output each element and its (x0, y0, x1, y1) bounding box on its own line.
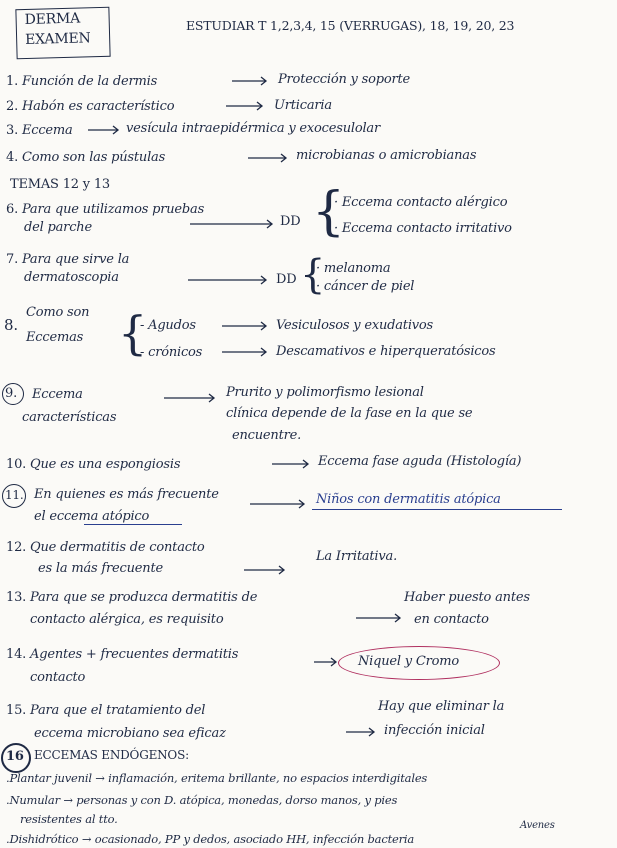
q13-answer-2: en contacto (414, 612, 489, 627)
q9-number: 9. (5, 386, 18, 401)
q8-answer-2: - crónicos (140, 345, 203, 360)
q16-number: 16 (6, 749, 24, 764)
item-2-answer: Urticaria (274, 98, 332, 113)
q8-result-1: Vesiculosos y exudativos (276, 318, 434, 333)
q10-question: 10. Que es una espongiosis (6, 457, 181, 472)
q9-question-2: características (22, 410, 117, 425)
q8-answer-1: - Agudos (140, 318, 196, 333)
q7-dd: DD (276, 272, 297, 287)
q14-question-2: contacto (30, 670, 86, 685)
q6-dd: DD (280, 214, 301, 229)
q15-question-2: eccema microbiano sea eficaz (34, 726, 226, 741)
q14-question-1: 14. Agentes + frecuentes dermatitis (6, 647, 239, 662)
item-4-answer: microbianas o amicrobianas (296, 148, 477, 163)
q15-answer-2: infección inicial (384, 723, 485, 738)
q7-answer-1: · melanoma (316, 261, 391, 276)
q9-answer-1: Prurito y polimorfismo lesional (226, 385, 424, 400)
q12-answer: La Irritativa. (316, 549, 398, 564)
q11-question-2: el eccema atópico (34, 509, 150, 524)
q13-question-2: contacto alérgica, es requisito (30, 612, 224, 627)
q16-note: Avenes (520, 820, 555, 831)
q12-question-2: es la más frecuente (38, 561, 163, 576)
item-1-answer: Protección y soporte (278, 72, 411, 87)
q10-answer: Eccema fase aguda (Histología) (318, 454, 522, 469)
q9-answer-3: encuentre. (232, 428, 302, 443)
q12-question-1: 12. Que dermatitis de contacto (6, 540, 205, 555)
q7-question-1: 7. Para que sirve la (6, 252, 130, 267)
item-2: 2. Habón es característico (6, 99, 175, 114)
q15-question-1: 15. Para que el tratamiento del (6, 703, 206, 718)
q16-line-4: .Dishidrótico → ocasionado, PP y dedos, asociado HH, infección bacteria (6, 832, 415, 846)
q16-line-3: resistentes al tto. (20, 812, 118, 826)
q9-question-1: Eccema (32, 387, 83, 402)
q9-answer-2: clínica depende de la fase en la que se (226, 406, 473, 421)
q6-question-1: 6. Para que utilizamos pruebas (6, 202, 205, 217)
item-4: 4. Como son las pústulas (6, 150, 166, 165)
q7-answer-2: · cáncer de piel (316, 279, 415, 294)
q14-answer: Niquel y Cromo (358, 654, 460, 669)
q15-answer-1: Hay que eliminar la (378, 699, 505, 714)
q11-answer: Niños con dermatitis atópica (316, 492, 501, 507)
title-line-2: EXAMEN (24, 30, 91, 48)
q16-line-1: .Plantar juvenil → inflamación, eritema brillante, no espacios interdigitales (6, 771, 428, 785)
q16-title: ECCEMAS ENDÓGENOS: (34, 748, 189, 762)
item-3-answer: vesícula intraepidérmica y exocesulolar (126, 121, 380, 136)
q8-question-1: Como son (26, 305, 90, 320)
q6-question-2: del parche (24, 220, 92, 235)
q8-result-2: Descamativos e hiperqueratósicos (276, 344, 496, 359)
item-1: 1. Función de la dermis (6, 74, 158, 89)
q16-line-2: .Numular → personas y con D. atópica, monedas, dorso manos, y pies (6, 793, 398, 807)
q8-brace: { (118, 306, 148, 360)
q13-answer-1: Haber puesto antes (404, 590, 530, 605)
q8-question-2: Eccemas (26, 330, 84, 345)
q13-question-1: 13. Para que se produzca dermatitis de (6, 590, 258, 605)
q6-brace: { (312, 182, 346, 242)
temas-heading: TEMAS 12 y 13 (10, 177, 110, 192)
q8-number: 8. (4, 316, 18, 334)
q7-brace: { (300, 252, 326, 298)
q11-number: 11. (5, 488, 24, 502)
title-line-1: DERMA (24, 10, 81, 28)
item-3: 3. Eccema (6, 123, 73, 138)
q11-question-1: En quienes es más frecuente (34, 487, 219, 502)
q6-answer-2: · Eccema contacto irritativo (334, 221, 512, 236)
q6-answer-1: · Eccema contacto alérgico (334, 195, 508, 210)
q7-question-2: dermatoscopia (24, 270, 119, 285)
study-topics: ESTUDIAR T 1,2,3,4, 15 (VERRUGAS), 18, 19, 20, 23 (186, 18, 515, 33)
